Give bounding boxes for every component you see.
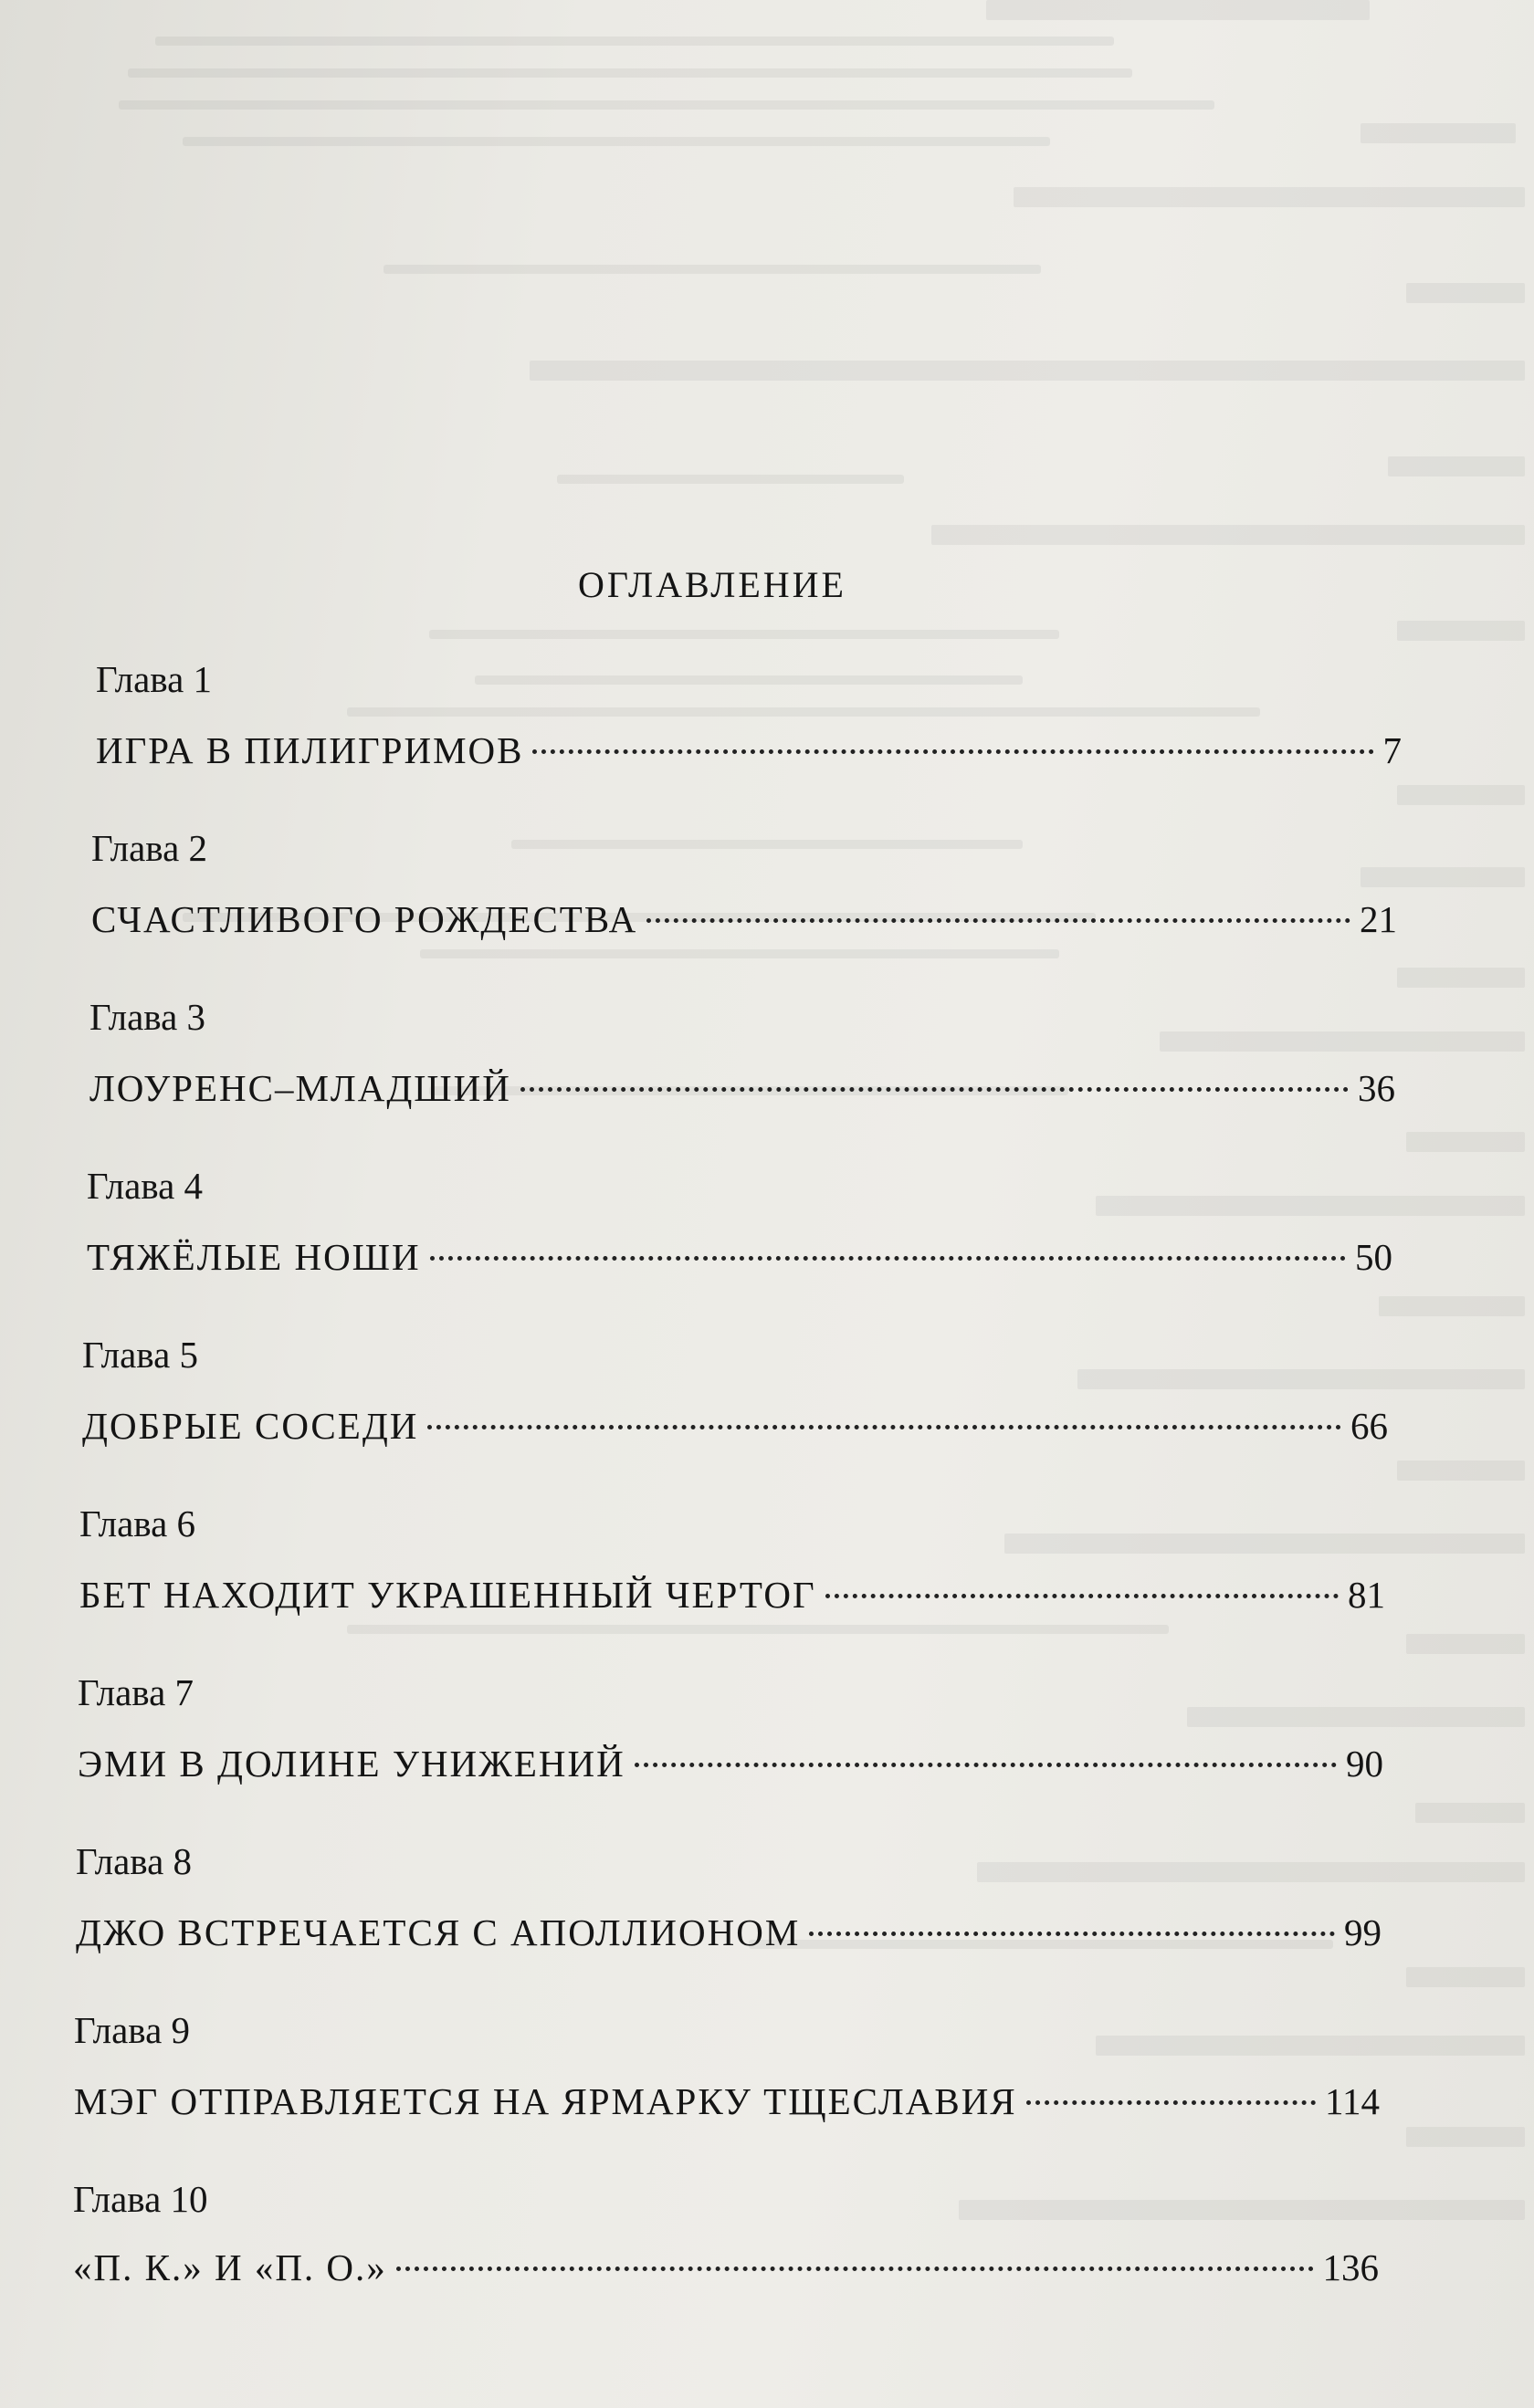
page-number: 7 [1382,729,1402,771]
toc-line [96,728,1402,772]
chapter-title: «П. К.» И «П. О.» [73,2246,387,2288]
chapter-label: Глава 2 [91,827,208,869]
page-number: 66 [1350,1405,1388,1447]
dot-leader [430,1256,1346,1261]
dot-leader [635,1763,1337,1767]
toc-line [89,1066,1395,1110]
chapter-title: МЭГ ОТПРАВЛЯЕТСЯ НА ЯРМАРКУ ТЩЕСЛАВИЯ [74,2080,1017,2122]
page-number: 136 [1322,2246,1379,2288]
toc-entry [73,2177,1379,2346]
toc-line [87,1235,1392,1279]
toc-entry [96,657,1402,826]
page-number: 99 [1344,1911,1382,1953]
toc-line [78,1742,1383,1785]
dot-leader [825,1594,1339,1598]
chapter-label: Глава 1 [96,658,213,700]
dot-leader [1026,2100,1316,2105]
chapter-label: Глава 7 [78,1671,194,1713]
table-of-contents [73,657,1402,2346]
page-number: 50 [1355,1236,1392,1278]
chapter-label: Глава 10 [73,2178,208,2220]
page-number: 90 [1346,1743,1383,1785]
dot-leader [427,1425,1341,1429]
chapter-label: Глава 5 [82,1334,199,1376]
dot-leader [809,1932,1335,1936]
toc-line [76,1911,1382,1954]
toc-entry [87,1164,1392,1333]
chapter-label: Глава 3 [89,996,206,1038]
page-number: 36 [1358,1067,1395,1109]
dot-leader [646,918,1350,923]
chapter-label: Глава 9 [74,2009,191,2051]
toc-entry [79,1502,1385,1670]
chapter-label: Глава 6 [79,1502,196,1544]
chapter-title: БЕТ НАХОДИТ УКРАШЕННЫЙ ЧЕРТОГ [79,1574,816,1616]
toc-entry [89,995,1395,1164]
toc-line [82,1404,1388,1448]
page-number: 21 [1360,898,1397,940]
chapter-title: ТЯЖЁЛЫЕ НОШИ [87,1236,421,1278]
dot-leader [532,749,1373,754]
toc-entry [74,2008,1380,2177]
chapter-title: ЭМИ В ДОЛИНЕ УНИЖЕНИЙ [78,1743,625,1785]
toc-line [79,1573,1385,1617]
chapter-title: ИГРА В ПИЛИГРИМОВ [96,729,524,771]
toc-title: ОГЛАВЛЕНИЕ [578,564,846,605]
page-number: 114 [1325,2080,1380,2122]
dot-leader [396,2267,1314,2271]
toc-line [91,897,1397,941]
chapter-title: ДЖО ВСТРЕЧАЕТСЯ С АПОЛЛИОНОМ [76,1911,801,1953]
toc-line [74,2079,1380,2123]
chapter-title: ЛОУРЕНС–МЛАДШИЙ [89,1067,511,1109]
chapter-label: Глава 8 [76,1840,193,1882]
toc-entry [91,826,1397,995]
chapter-label: Глава 4 [87,1165,204,1207]
chapter-title: СЧАСТЛИВОГО РОЖДЕСТВА [91,898,638,940]
toc-entry [76,1839,1382,2008]
toc-entry [78,1670,1383,1839]
chapter-title: ДОБРЫЕ СОСЕДИ [82,1405,419,1447]
toc-line [73,2246,1379,2289]
page-number: 81 [1348,1574,1385,1616]
toc-entry [82,1333,1388,1502]
dot-leader [520,1087,1349,1092]
